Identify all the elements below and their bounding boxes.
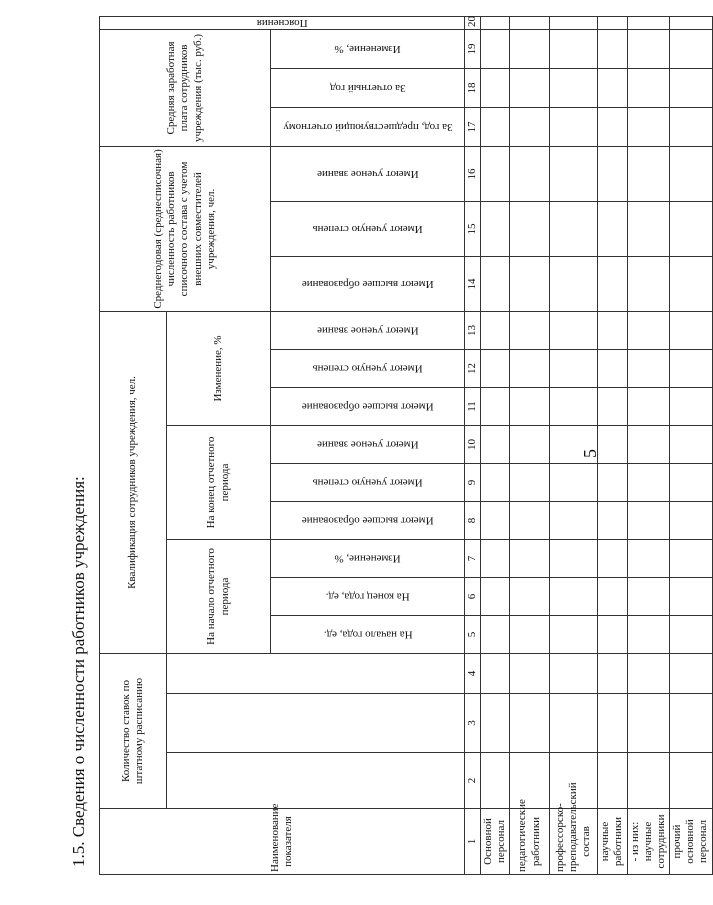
header-period-start: На начало отчетного периода — [167, 539, 271, 653]
table-row — [550, 16, 598, 874]
section-heading: 1.5. Сведения о численности работников учреждения: — [69, 476, 88, 867]
leaf-report-year: За отчетный год — [271, 68, 465, 107]
leaf-degree: Имеют ученую степень — [271, 463, 465, 501]
col-number: 8 — [464, 501, 480, 539]
header-indicator: Наименование показателя — [100, 809, 465, 875]
col-number: 16 — [464, 146, 480, 201]
row-label: Основной персонал — [480, 809, 509, 875]
staff-units-blank — [167, 753, 465, 809]
col-number: 12 — [464, 349, 480, 387]
col-number: 17 — [464, 107, 480, 146]
header-change: Изменение, % — [167, 311, 271, 425]
header-salary: Средняя заработная плата сотрудников учреждения (тыс. руб.) — [100, 29, 271, 146]
col-number: 4 — [464, 653, 480, 693]
table-row — [510, 16, 550, 874]
col-number: 19 — [464, 29, 480, 68]
col-number: 1 — [464, 809, 480, 875]
row-label: педагогические работники — [510, 809, 550, 875]
col-number: 11 — [464, 387, 480, 425]
staff-units-blank — [167, 694, 465, 753]
leaf-degree: Имеют ученую степень — [271, 201, 465, 256]
col-number: 13 — [464, 311, 480, 349]
staff-units-blank — [167, 653, 465, 693]
leaf-title: Имеют ученое звание — [271, 146, 465, 201]
page-number: 5 — [580, 449, 600, 458]
header-notes: Пояснения — [100, 16, 465, 29]
header-period-end: На конец отчетного периода — [167, 425, 271, 539]
header-headcount: Среднегодовая (среднесписочная) численность работников списочного состава с учетом внешних совместителей учреждения, чел. — [100, 146, 271, 311]
table-row — [670, 16, 713, 874]
leaf-change: Изменение, % — [271, 29, 465, 68]
col-number: 5 — [464, 615, 480, 653]
table-row — [480, 16, 509, 874]
leaf-start-year: На начало года, ед. — [271, 615, 465, 653]
leaf-degree: Имеют ученую степень — [271, 349, 465, 387]
leaf-title: Имеют ученое звание — [271, 425, 465, 463]
table-row — [627, 16, 670, 874]
col-number: 18 — [464, 68, 480, 107]
col-number: 14 — [464, 256, 480, 311]
col-number: 20 — [464, 16, 480, 29]
col-number: 6 — [464, 577, 480, 615]
leaf-higher-education: Имеют высшее образование — [271, 256, 465, 311]
header-staff-units: Количество ставок по штатному расписанию — [100, 653, 167, 808]
col-number: 9 — [464, 463, 480, 501]
leaf-prev-year: За год, предшествующий отчетному — [271, 107, 465, 146]
staff-table — [99, 16, 713, 875]
col-number: 15 — [464, 201, 480, 256]
col-number: 10 — [464, 425, 480, 463]
leaf-title: Имеют ученое звание — [271, 311, 465, 349]
row-label: прочий основной персонал — [670, 809, 713, 875]
table-row — [598, 16, 627, 874]
col-number: 2 — [464, 753, 480, 809]
header-qualification: Квалификация сотрудников учреждения, чел. — [100, 311, 167, 653]
leaf-higher-education: Имеют высшее образование — [271, 501, 465, 539]
leaf-change: Изменение, % — [271, 539, 465, 577]
row-label: научные работники — [598, 809, 627, 875]
leaf-higher-education: Имеют высшее образование — [271, 387, 465, 425]
col-number: 3 — [464, 694, 480, 753]
col-number: 7 — [464, 539, 480, 577]
row-label: профессорско-преподавательский состав — [550, 809, 598, 875]
leaf-end-year: На конец года, ед. — [271, 577, 465, 615]
row-label: - из них: научные сотрудники — [627, 809, 670, 875]
